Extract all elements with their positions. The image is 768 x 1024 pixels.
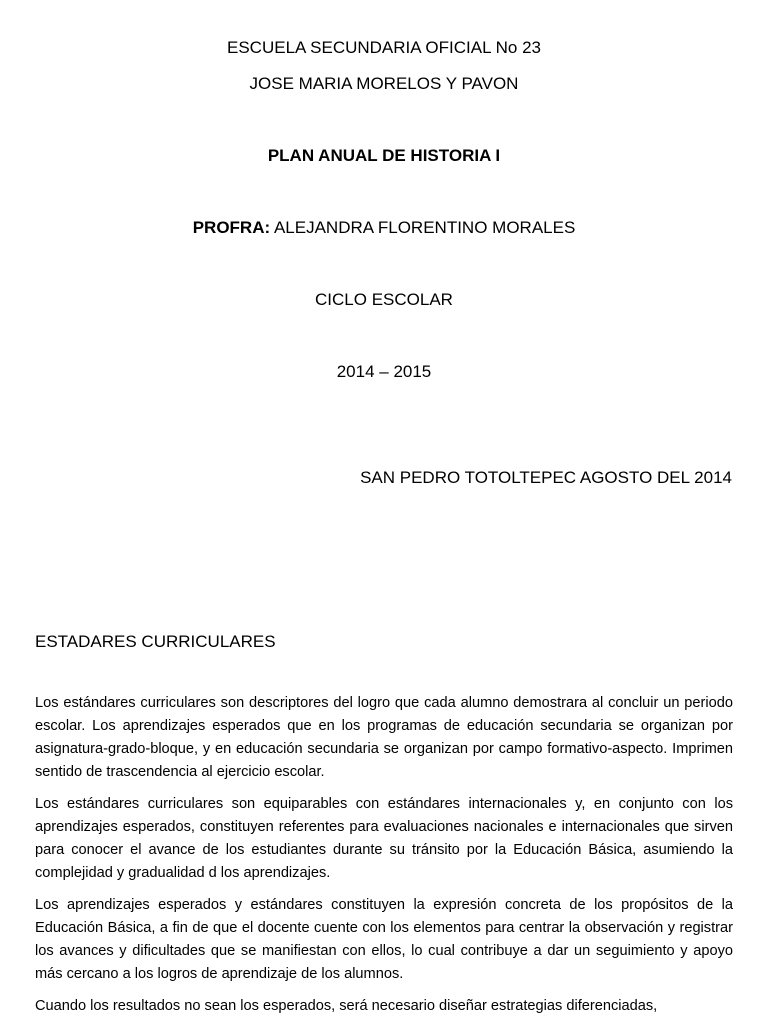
cycle-label: CICLO ESCOLAR	[315, 290, 453, 309]
paragraph-3: Los aprendizajes esperados y estándares constituyen la expresión concreta de los propósitos de la Educación Básica, a fin de que el docente cuente con los elementos para centrar la observación y registrar los avances y dificultades que se manifiestan con ellos, lo cual contribuye a dar un seguimiento y apoyo más cercano a los logros de aprendizaje de los alumnos.	[35, 897, 733, 982]
place-date: SAN PEDRO TOTOLTEPEC AGOSTO DEL 2014	[360, 468, 732, 487]
school-line: ESCUELA SECUNDARIA OFICIAL No 23	[227, 38, 541, 57]
section-heading: ESTADARES CURRICULARES	[35, 632, 276, 651]
paragraph-4: Cuando los resultados no sean los esperados, será necesario diseñar estrategias diferenciadas,	[35, 998, 658, 1014]
section-body	[35, 692, 733, 1024]
teacher-name: ALEJANDRA FLORENTINO MORALES	[270, 218, 576, 237]
teacher-line	[0, 218, 768, 238]
paragraph-1: Los estándares curriculares son descriptores del logro que cada alumno demostrara al concluir un periodo escolar. Los aprendizajes esperados que en los programas de educación secundaria se organizan por asignatura-grado-bloque, y en educación secundaria se organizan por campo formativo-aspecto. Imprimen sentido de trascendencia al ejercicio escolar.	[35, 695, 733, 780]
school-name-line: JOSE MARIA MORELOS Y PAVON	[249, 74, 519, 93]
paragraph-2: Los estándares curriculares son equiparables con estándares internacionales y, en conjunto con los aprendizajes esperados, constituyen referentes para evaluaciones nacionales e internacionales que sirven para conocer el avance de los estudiantes durante su tránsito por la Educación Básica, asumiendo la complejidad y gradualidad d los aprendizajes.	[35, 796, 733, 881]
teacher-label: PROFRA:	[192, 218, 271, 237]
cycle-years: 2014 – 2015	[336, 362, 432, 381]
plan-title: PLAN ANUAL DE HISTORIA I	[267, 146, 501, 165]
